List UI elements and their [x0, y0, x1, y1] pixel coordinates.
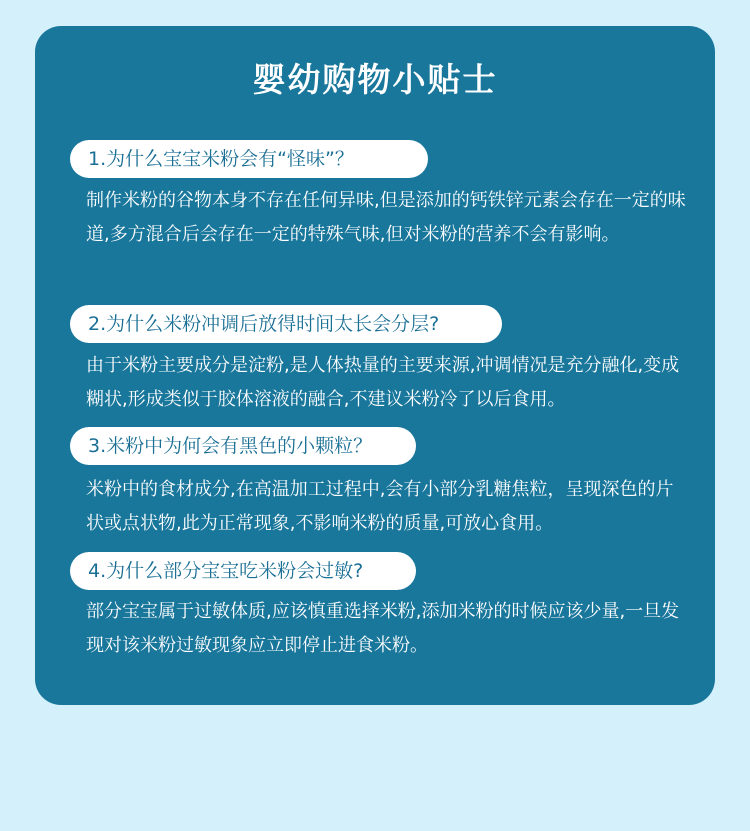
answer-text-3: 米粉中的食材成分,在高温加工过程中,会有小部分乳糖焦粒，呈现深色的片状或点状物,此为正常现象,不影响米粉的质量,可放心食用。 [86, 479, 674, 534]
page-title: 婴幼购物小贴士 [252, 60, 498, 99]
answer-text-2: 由于米粉主要成分是淀粉,是人体热量的主要来源,冲调情况是充分融化,变成糊状,形成类似于胶体溶液的融合,不建议米粉冷了以后食用。 [86, 355, 680, 410]
question-pill-1 [70, 140, 428, 178]
question-text-4: 4.为什么部分宝宝吃米粉会过敏? [88, 560, 364, 582]
answer-text-4: 部分宝宝属于过敏体质,应该慎重选择米粉,添加米粉的时候应该少量,一旦发现对该米粉过敏现象应立即停止进食米粉。 [86, 601, 680, 656]
question-text-2: 2.为什么米粉冲调后放得时间太长会分层? [88, 313, 440, 335]
answer-text-1: 制作米粉的谷物本身不存在任何异味,但是添加的钙铁锌元素会存在一定的味道,多方混合后会存在一定的特殊气味,但对米粉的营养不会有影响。 [86, 190, 686, 245]
question-text-3: 3.米粉中为何会有黑色的小颗粒？ [88, 435, 373, 457]
question-text-1: 1.为什么宝宝米粉会有“怪味”？ [88, 148, 354, 170]
question-pill-4 [70, 552, 416, 590]
question-pill-3 [70, 427, 416, 465]
question-pill-2 [70, 305, 502, 343]
